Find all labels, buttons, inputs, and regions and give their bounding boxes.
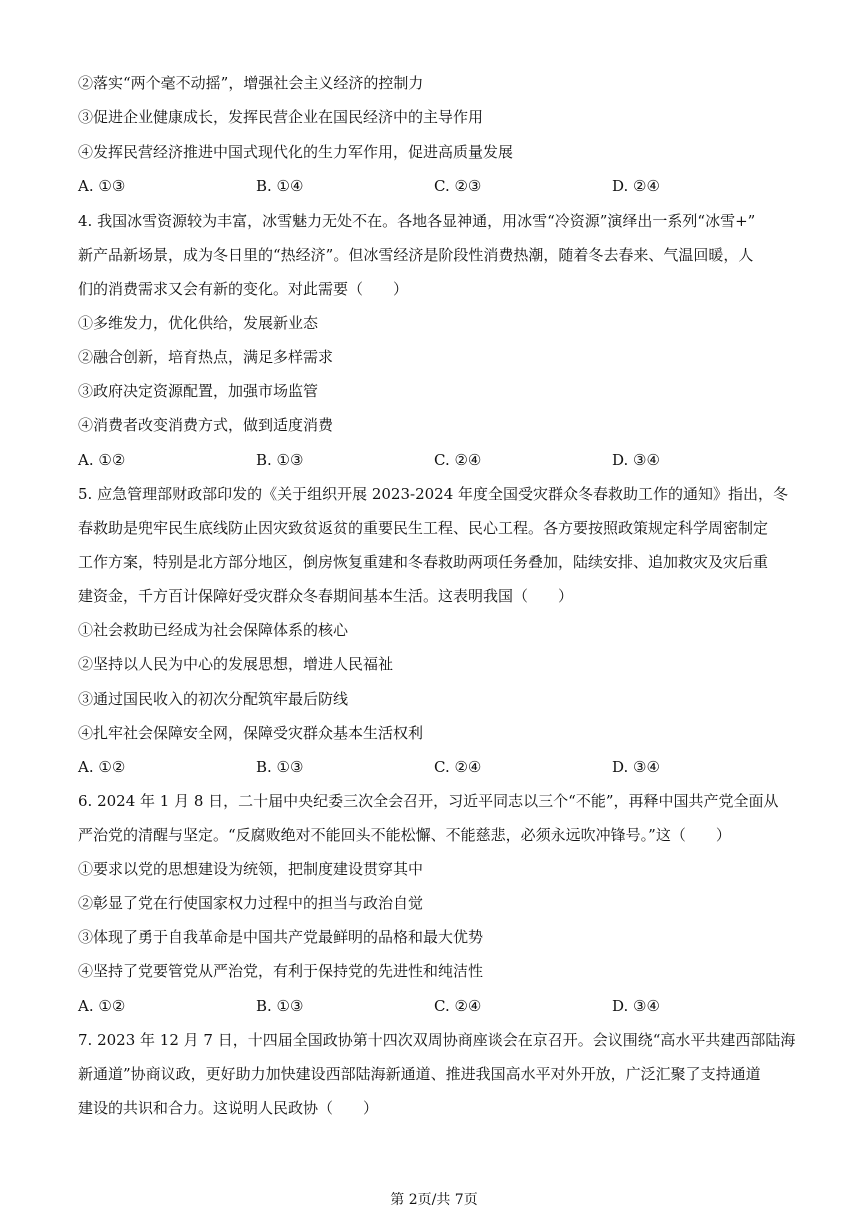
q6-statement-4: ④坚持了党要管党从严治党，有利于保持党的先进性和纯洁性 <box>78 962 484 980</box>
q5-stem-line-2: 春救助是兜牢民生底线防止因灾致贫返贫的重要民生工程、民心工程。各方要按照政策规定科学周密制定 <box>78 519 769 537</box>
q6-statement-2: ②彰显了党在行使国家权力过程中的担当与政治自觉 <box>78 894 424 912</box>
q6-options <box>78 996 798 1016</box>
q5-option-b[interactable]: B. ①③ <box>256 758 304 776</box>
q4-option-d[interactable]: D. ③④ <box>612 451 660 469</box>
q4-stem-line-1: 4. 我国冰雪资源较为丰富，冰雪魅力无处不在。各地各显神通，用冰雪“冷资源”演绎出一系列“冰雪+” <box>78 212 756 230</box>
q7-stem-line-1: 7. 2023 年 12 月 7 日，十四届全国政协第十四次双周协商座谈会在京召开。会议围绕“高水平共建西部陆海 <box>78 1031 796 1049</box>
page-number: 第 2页/共 7页 <box>390 1192 478 1208</box>
q4-stem-line-2: 新产品新场景，成为冬日里的“热经济”。但冰雪经济是阶段性消费热潮，随着冬去春来、气温回暖，人 <box>78 246 754 264</box>
q3-option-b[interactable]: B. ①④ <box>256 177 304 195</box>
q5-options <box>78 757 798 777</box>
q6-option-a[interactable]: A. ①② <box>78 997 126 1015</box>
q3-options <box>78 176 798 196</box>
q4-option-a[interactable]: A. ①② <box>78 451 126 469</box>
q4-statement-3: ③政府决定资源配置，加强市场监管 <box>78 382 319 400</box>
q6-stem-line-2: 严治党的清醒与坚定。“反腐败绝对不能回头不能松懈、不能慈悲，必须永远吹冲锋号。”这（ ） <box>78 826 731 844</box>
q6-option-c[interactable]: C. ②④ <box>434 997 482 1015</box>
q4-option-c[interactable]: C. ②④ <box>434 451 482 469</box>
q6-stem-line-1: 6. 2024 年 1 月 8 日，二十届中央纪委三次全会召开，习近平同志以三个“不能”，再释中国共产党全面从 <box>78 792 779 810</box>
q5-option-a[interactable]: A. ①② <box>78 758 126 776</box>
q5-statement-3: ③通过国民收入的初次分配筑牢最后防线 <box>78 690 349 708</box>
q6-option-b[interactable]: B. ①③ <box>256 997 304 1015</box>
q3-statement-4: ④发挥民营经济推进中国式现代化的生力军作用，促进高质量发展 <box>78 143 514 161</box>
q4-statement-2: ②融合创新，培育热点，满足多样需求 <box>78 348 334 366</box>
q5-option-c[interactable]: C. ②④ <box>434 758 482 776</box>
q3-option-a[interactable]: A. ①③ <box>78 177 126 195</box>
q5-statement-1: ①社会救助已经成为社会保障体系的核心 <box>78 621 349 639</box>
q3-option-c[interactable]: C. ②③ <box>434 177 482 195</box>
q3-option-d[interactable]: D. ②④ <box>612 177 660 195</box>
q5-statement-2: ②坚持以人民为中心的发展思想，增进人民福祉 <box>78 655 394 673</box>
q4-statement-4: ④消费者改变消费方式，做到适度消费 <box>78 416 334 434</box>
q5-statement-4: ④扎牢社会保障安全网，保障受灾群众基本生活权利 <box>78 724 424 742</box>
q4-options <box>78 450 798 470</box>
q7-stem-line-2: 新通道”协商议政，更好助力加快建设西部陆海新通道、推进我国高水平对外开放，广泛汇聚了支持通道 <box>78 1065 761 1083</box>
q6-statement-1: ①要求以党的思想建设为统领，把制度建设贯穿其中 <box>78 860 424 878</box>
q3-statement-3: ③促进企业健康成长，发挥民营企业在国民经济中的主导作用 <box>78 108 484 126</box>
q3-statement-2: ②落实“两个毫不动摇”，增强社会主义经济的控制力 <box>78 74 424 92</box>
q4-option-b[interactable]: B. ①③ <box>256 451 304 469</box>
q5-option-d[interactable]: D. ③④ <box>612 758 660 776</box>
q6-option-d[interactable]: D. ③④ <box>612 997 660 1015</box>
q6-statement-3: ③体现了勇于自我革命是中国共产党最鲜明的品格和最大优势 <box>78 928 484 946</box>
q5-stem-line-1: 5. 应急管理部财政部印发的《关于组织开展 2023-2024 年度全国受灾群众冬春救助工作的通知》指出，冬 <box>78 485 789 503</box>
q4-stem-line-3: 们的消费需求又会有新的变化。对此需要（ ） <box>78 280 409 298</box>
q7-stem-line-3: 建设的共识和合力。这说明人民政协（ ） <box>78 1099 379 1117</box>
q4-statement-1: ①多维发力，优化供给，发展新业态 <box>78 314 319 332</box>
q5-stem-line-4: 建资金，千方百计保障好受灾群众冬春期间基本生活。这表明我国（ ） <box>78 587 574 605</box>
q5-stem-line-3: 工作方案，特别是北方部分地区，倒房恢复重建和冬春救助两项任务叠加，陆续安排、追加救灾及灾后重 <box>78 553 769 571</box>
